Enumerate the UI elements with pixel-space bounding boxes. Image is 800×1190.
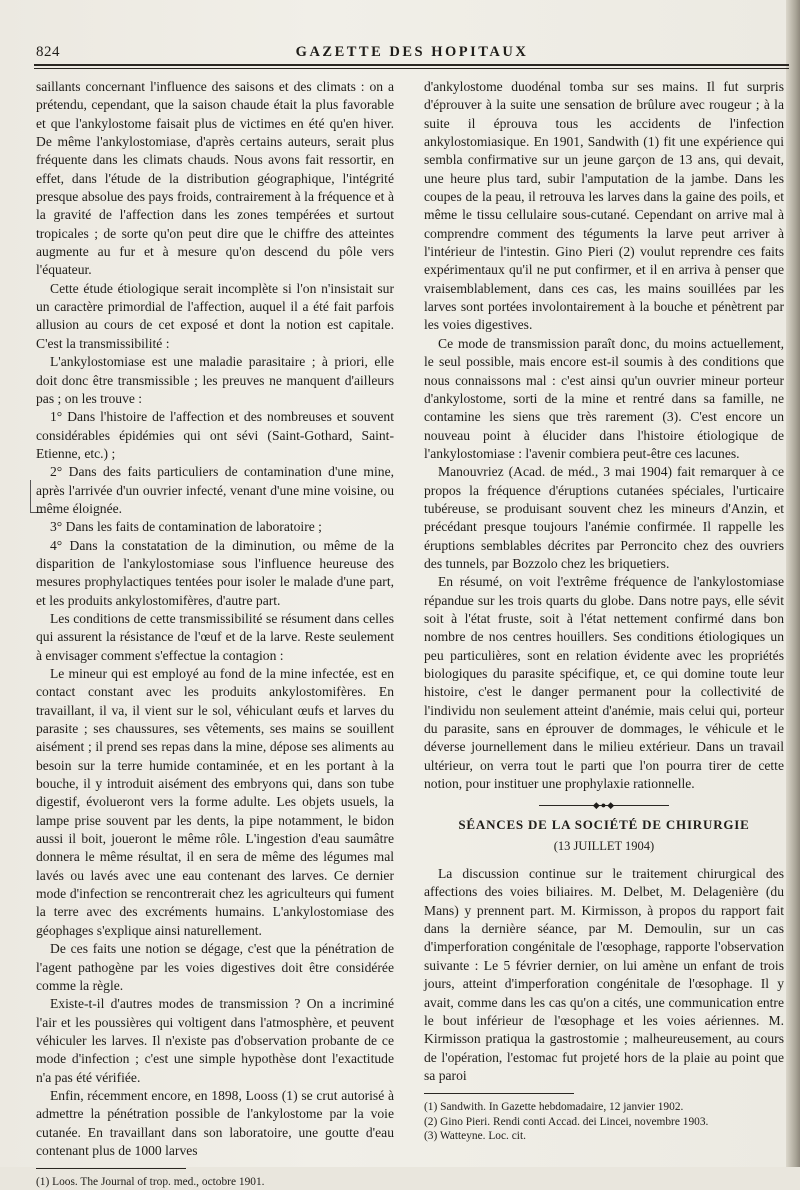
paragraph: De ces faits une notion se dégage, c'est que la pénétration de l'agent pathogène par les voies digestives doit être considérée comme la règle. — [36, 941, 394, 993]
page-edge-shadow — [786, 0, 800, 1167]
paragraph: d'ankylostome duodénal tomba sur ses mains. Il fut surpris d'éprouver à la suite une sensation de brûlure avec rougeur ; à la suite il éprouva tous les accidents de l'infection ankylostomiasique. En 1901, Sandwith (1) fit une expérience qui sembla confirmative sur un jeune garçon de 13 ans, qui devait, une heure plus tard, subir l'amputation de la jambe. Dans les coupes de la peau, il retrouva les larves dans la gaine des poils, et même le tissu cellulaire sous-cutané. Cependant on arrive mal à comprendre comment des téguments la larve peut arriver à l'intérieur de l'intestin. Gino Pieri (2) voulut reprendre ces faits expérimentaux qu'il ne put confirmer, et il en arriva à penser que vraisemblablement, dans ces cas, les mains souillées par les larves sont portées involontairement à la bouche et pénètrent par les voies digestives. — [424, 79, 784, 333]
list-item: 1° Dans l'histoire de l'affection et des nombreuses et souvent considérables épidémies qui ont sévi (Saint-Gothard, Saint-Etienne, etc.) ; — [36, 409, 394, 461]
section-title: SÉANCES DE LA SOCIÉTÉ DE CHIRURGIE — [458, 817, 750, 833]
paragraph: En résumé, on voit l'extrême fréquence de l'ankylostomiase répandue sur les trois quarts du globe. Dans notre pays, elle sévit soit à l'état fruste, soit à l'état nettement confirmé dans bon nombre de nos centres houillers. Ses conditions étiologiques un peu particulières, sont en relation évidente avec les propriétés biologiques du parasite spécifique, et, ce qui domine toute leur histoire, c'est le danger permanent pour la collectivité de l'individu non seulement atteint d'anémie, mais celui qui, porteur du parasite, sans en éprouver de dommages, le véhicule et le déverse journellement dans le milieu extérieur. Dans un travail ultérieur, on verra tout le parti que l'on pourra tirer de cette notion, pour instituer une prophylaxie rationnelle. — [424, 574, 784, 792]
footnotes — [36, 1175, 394, 1190]
paragraph: Enfin, récemment encore, en 1898, Looss (1) se crut autorisé à admettre la pénétration possible de l'ankylostome par la voie cutanée. En travaillant dans son laboratoire, une goutte d'eau contenant plus de 1000 larves — [36, 1087, 394, 1158]
footnote: (3) Watteyne. Loc. cit. — [424, 1130, 526, 1143]
footnote-rule — [424, 1093, 574, 1094]
divider-ornament: ◆●◆ — [592, 800, 616, 811]
footnote: (2) Gino Pieri. Rendi conti Accad. dei Lincei, novembre 1903. — [424, 1115, 709, 1128]
journal-title: GAZETTE DES HOPITAUX — [295, 44, 529, 60]
paragraph: Ce mode de transmission paraît donc, du moins actuellement, le seul possible, mais encore est-il soumis à des conditions que nous connaissons mal : c'est ainsi qu'un ouvrier mineur porteur d'ankylostome, sorti de la mine et rentré dans sa famille, ne contamine les siens que très rarement (3). C'est encore un nouveau point à élucider dans l'histoire étiologique de l'ankylostomiase : l'avenir combiera peut-être ces lacunes. — [424, 335, 784, 461]
paragraph: Existe-t-il d'autres modes de transmission ? On a incriminé l'air et les poussières qui voltigent dans l'atmosphère, et peuvent véhiculer les larves. Il n'existe pas d'observation probante de ce mode d'infection ; c'est une simple hypothèse dont l'exactitude n'a pas été vérifiée. — [36, 996, 394, 1085]
paragraph: Les conditions de cette transmissibilité se résument dans celles qui assurent la résistance de l'œuf et de la larve. Reste seulement à envisager comment s'effectue la contagion : — [36, 610, 394, 663]
left-column — [36, 78, 394, 1190]
footnote: (1) Loos. The Journal of trop. med., octobre 1901. — [36, 1176, 265, 1189]
right-column — [424, 78, 784, 1144]
footnote-rule — [36, 1168, 186, 1169]
paragraph: Manouvriez (Acad. de méd., 3 mai 1904) fait remarquer à ce propos la fréquence d'éruptions cutanées spéciales, l'urticaire tubéreuse, se produisant souvent chez les mineurs d'Anzin, et précédant presque toujours l'anémie confirmée. Il rappelle les éruptions semblables décrites par Perroncito chez des ouvriers des tunnels, par Bozzolo chez les briquetiers. — [424, 464, 784, 571]
paragraph: Le mineur qui est employé au fond de la mine infectée, est en contact constant avec les produits ankylostomifères. En travaillant, il va, il vient sur le sol, véhiculant œufs et larves du parasite ; ses chaussures, ses vêtements, ses mains se souillent aisément ; il prend ses repas dans la mine, dépose ses aliments au besoin sur la terre humide contaminée, et en les portant à la bouche, il y introduit aisément des embryons qui, dans son tube digestif, évolueront vers la forme adulte. Les objets usuels, la lampe prise souvent par les dents, la pipe notamment, le bidon aussi il boit, joueront le même rôle. L'ingestion d'eau saumâtre donnera le même résultat, il en sera de même des légumes mal lavés ou lavés avec une eau contenant des larves. Ce dernier mode d'infection se rencontrerait chez les agriculteurs qui fument la terre avec des excréments humains. L'ankylostomiase des géophages s'explique ainsi naturellement. — [36, 666, 394, 938]
list-item: 4° Dans la constatation de la diminution, ou même de la disparition de l'ankylostomiase sous l'influence heureuse des mesures prophylactiques tentées pour isoler le malade d'une part, et les produits ankylostomifères, d'autre part. — [36, 537, 394, 608]
paragraph: Cette étude étiologique serait incomplète si l'on n'insistait sur un caractère primordial de l'affection, auquel il a été fait parfois allusion au cours de cet exposé et dont la notion est capitale. C'est la transmissibilité : — [36, 280, 394, 351]
paragraph: saillants concernant l'influence des saisons et des climats : on a prétendu, cependant, que la saison chaude était la plus favorable et que l'ankylostome faisait plus de victimes en été qu'en hiver. De même l'ankylostomiase, d'après certains auteurs, serait plus fréquente dans les climats chauds. Nous avons fait ressortir, en effet, dans l'étude de la distribution géographique, l'intégrité presque absolue des pays froids, contrairement à la fréquence et à la gravité de l'affection dans les zones tempérées et surtout tropicales ; de sorte qu'on peut dire que le chiffre des atteintes augmente au fur et à mesure qu'on descend du pôle vers l'équateur. — [36, 79, 394, 278]
footnote: (1) Sandwith. In Gazette hebdomadaire, 12 janvier 1902. — [424, 1101, 684, 1114]
header-rule-thin — [34, 68, 789, 69]
list-item: 2° Dans des faits particuliers de contamination d'une mine, après l'arrivée d'un ouvrier infecté, venant d'une mine voisine, ou même éloignée. — [36, 464, 394, 516]
list-item: 3° Dans les faits de contamination de laboratoire ; — [50, 519, 322, 535]
section-date: (13 JUILLET 1904) — [553, 838, 655, 853]
paragraph: La discussion continue sur le traitement chirurgical des affections des voies biliaires. M. Delbet, M. Delagenière (du Mans) y prennent part. M. Kirmisson, à propos du rapport fait dans la dernière séance, par M. Demoulin, sur un cas d'imperforation congénitale de l'œsophage, rapporte l'observation suivante : Le 5 février dernier, on lui amène un enfant de trois jours, atteint d'imperforation congénitale de l'œsophage. Il y avait, comme dans les cas qu'on a cités, une communication entre le bout inférieur de l'œsophage et les voies aériennes. M. Kirmisson pratiqua la gastrostomie ; malheureusement, au cours de l'opération, l'estomac fut projeté hors de la plaie au point que sa paroi — [424, 866, 784, 1083]
footnotes — [424, 1100, 784, 1144]
paragraph: L'ankylostomiase est une maladie parasitaire ; à priori, elle doit donc être transmissible ; les preuves ne manquent d'ailleurs pas ; on les trouve : — [36, 354, 394, 406]
section-divider — [539, 800, 669, 811]
header-rule-thick — [34, 64, 789, 66]
page-number: 824 — [36, 44, 60, 60]
